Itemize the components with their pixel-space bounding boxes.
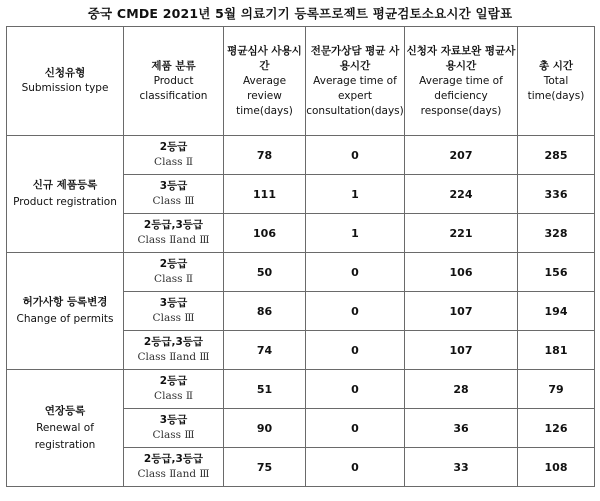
deficiency-time-cell: 107 (405, 292, 518, 331)
classification-ko: 3등급 (159, 414, 188, 426)
classification-cell (124, 292, 224, 331)
column-header-en: Product (153, 74, 194, 87)
expert-time-cell: 0 (306, 448, 405, 487)
column-header-en: time(days) (527, 89, 585, 102)
classification-en: Class Ⅲ (152, 312, 195, 324)
classification-cell (124, 175, 224, 214)
review-time-cell: 75 (224, 448, 306, 487)
column-header-en: Average time of (419, 74, 503, 87)
total-time-cell: 108 (518, 448, 595, 487)
classification-cell (124, 331, 224, 370)
column-header-en: Average (242, 74, 287, 87)
total-time-cell: 194 (518, 292, 595, 331)
column-header-en: Submission type (21, 82, 109, 94)
classification-en: Class Ⅱ (154, 390, 193, 402)
column-header-ko: 전문가상담 평균 사용시간 (310, 44, 400, 72)
deficiency-time-cell: 221 (405, 214, 518, 253)
review-time-cell: 74 (224, 331, 306, 370)
review-time-cell: 111 (224, 175, 306, 214)
submission-type-en: Renewal of (36, 421, 94, 434)
total-time-cell: 336 (518, 175, 595, 214)
expert-time-cell: 1 (306, 175, 405, 214)
submission-type-ko: 신규 제품등록 (32, 179, 98, 191)
classification-cell (124, 136, 224, 175)
column-header-en: consultation(days) (306, 104, 404, 117)
review-time-cell: 106 (224, 214, 306, 253)
column-header-en: time(days) (236, 104, 293, 117)
classification-cell (124, 370, 224, 409)
column-header-en: Average time of (313, 74, 397, 87)
review-time-cell: 50 (224, 253, 306, 292)
deficiency-time-cell: 224 (405, 175, 518, 214)
expert-time-cell: 0 (306, 136, 405, 175)
review-time-cell: 78 (224, 136, 306, 175)
column-header-en: response(days) (420, 104, 502, 117)
column-header (405, 27, 518, 136)
classification-en: Class Ⅱ (154, 156, 193, 168)
deficiency-time-cell: 33 (405, 448, 518, 487)
classification-ko: 2등급 (159, 375, 188, 387)
total-time-cell: 328 (518, 214, 595, 253)
classification-ko: 3등급 (159, 180, 188, 192)
classification-ko: 3등급 (159, 297, 188, 309)
column-header-ko: 신청유형 (44, 67, 86, 79)
classification-en: Class Ⅱand Ⅲ (137, 234, 210, 246)
submission-type-ko: 허가사항 등록변경 (22, 296, 108, 308)
column-header-ko: 제품 분류 (151, 59, 196, 72)
column-header (306, 27, 405, 136)
column-header-en: classification (139, 89, 208, 102)
column-header-ko: 평균심사 사용시간 (227, 44, 302, 72)
column-header-en: review (247, 89, 282, 102)
classification-en: Class Ⅲ (152, 429, 195, 441)
submission-type-ko: 연장등록 (44, 404, 86, 417)
classification-ko: 2등급,3등급 (143, 453, 204, 465)
column-header-en: Total (543, 74, 569, 87)
column-header-ko: 총 시간 (538, 59, 574, 72)
expert-time-cell: 0 (306, 409, 405, 448)
submission-type-en: Change of permits (16, 313, 114, 325)
submission-type-cell (7, 253, 124, 370)
expert-time-cell: 0 (306, 292, 405, 331)
review-time-table (6, 26, 595, 487)
classification-ko: 2등급,3등급 (143, 219, 204, 231)
submission-type-cell (7, 136, 124, 253)
classification-en: Class Ⅱ (154, 273, 193, 285)
submission-type-en: registration (34, 438, 96, 451)
column-header (124, 27, 224, 136)
deficiency-time-cell: 36 (405, 409, 518, 448)
column-header-en: deficiency (434, 89, 488, 102)
classification-ko: 2등급,3등급 (143, 336, 204, 348)
total-time-cell: 126 (518, 409, 595, 448)
review-time-cell: 86 (224, 292, 306, 331)
column-header (518, 27, 595, 136)
column-header (7, 27, 124, 136)
review-time-cell: 51 (224, 370, 306, 409)
column-header-ko: 신청자 자료보완 평균사용시간 (406, 44, 516, 72)
table-row (7, 253, 595, 292)
expert-time-cell: 1 (306, 214, 405, 253)
expert-time-cell: 0 (306, 331, 405, 370)
deficiency-time-cell: 207 (405, 136, 518, 175)
table-row (7, 136, 595, 175)
classification-cell (124, 214, 224, 253)
total-time-cell: 79 (518, 370, 595, 409)
classification-ko: 2등급 (159, 141, 188, 153)
classification-en: Class Ⅱand Ⅲ (137, 351, 210, 363)
expert-time-cell: 0 (306, 370, 405, 409)
submission-type-en: Product registration (13, 196, 117, 208)
deficiency-time-cell: 106 (405, 253, 518, 292)
table-row (7, 370, 595, 409)
classification-cell (124, 409, 224, 448)
classification-en: Class Ⅲ (152, 195, 195, 207)
classification-ko: 2등급 (159, 258, 188, 270)
classification-cell (124, 253, 224, 292)
deficiency-time-cell: 28 (405, 370, 518, 409)
table-body (7, 136, 595, 487)
header-row (7, 27, 595, 136)
total-time-cell: 285 (518, 136, 595, 175)
column-header (224, 27, 306, 136)
classification-cell (124, 448, 224, 487)
classification-en: Class Ⅱand Ⅲ (137, 468, 210, 480)
table-title: 중국 CMDE 2021년 5월 의료기기 등록프로젝트 평균검토소요시간 일람표 (87, 6, 513, 21)
total-time-cell: 181 (518, 331, 595, 370)
total-time-cell: 156 (518, 253, 595, 292)
submission-type-cell (7, 370, 124, 487)
deficiency-time-cell: 107 (405, 331, 518, 370)
review-time-cell: 90 (224, 409, 306, 448)
column-header-en: expert (337, 89, 373, 102)
expert-time-cell: 0 (306, 253, 405, 292)
